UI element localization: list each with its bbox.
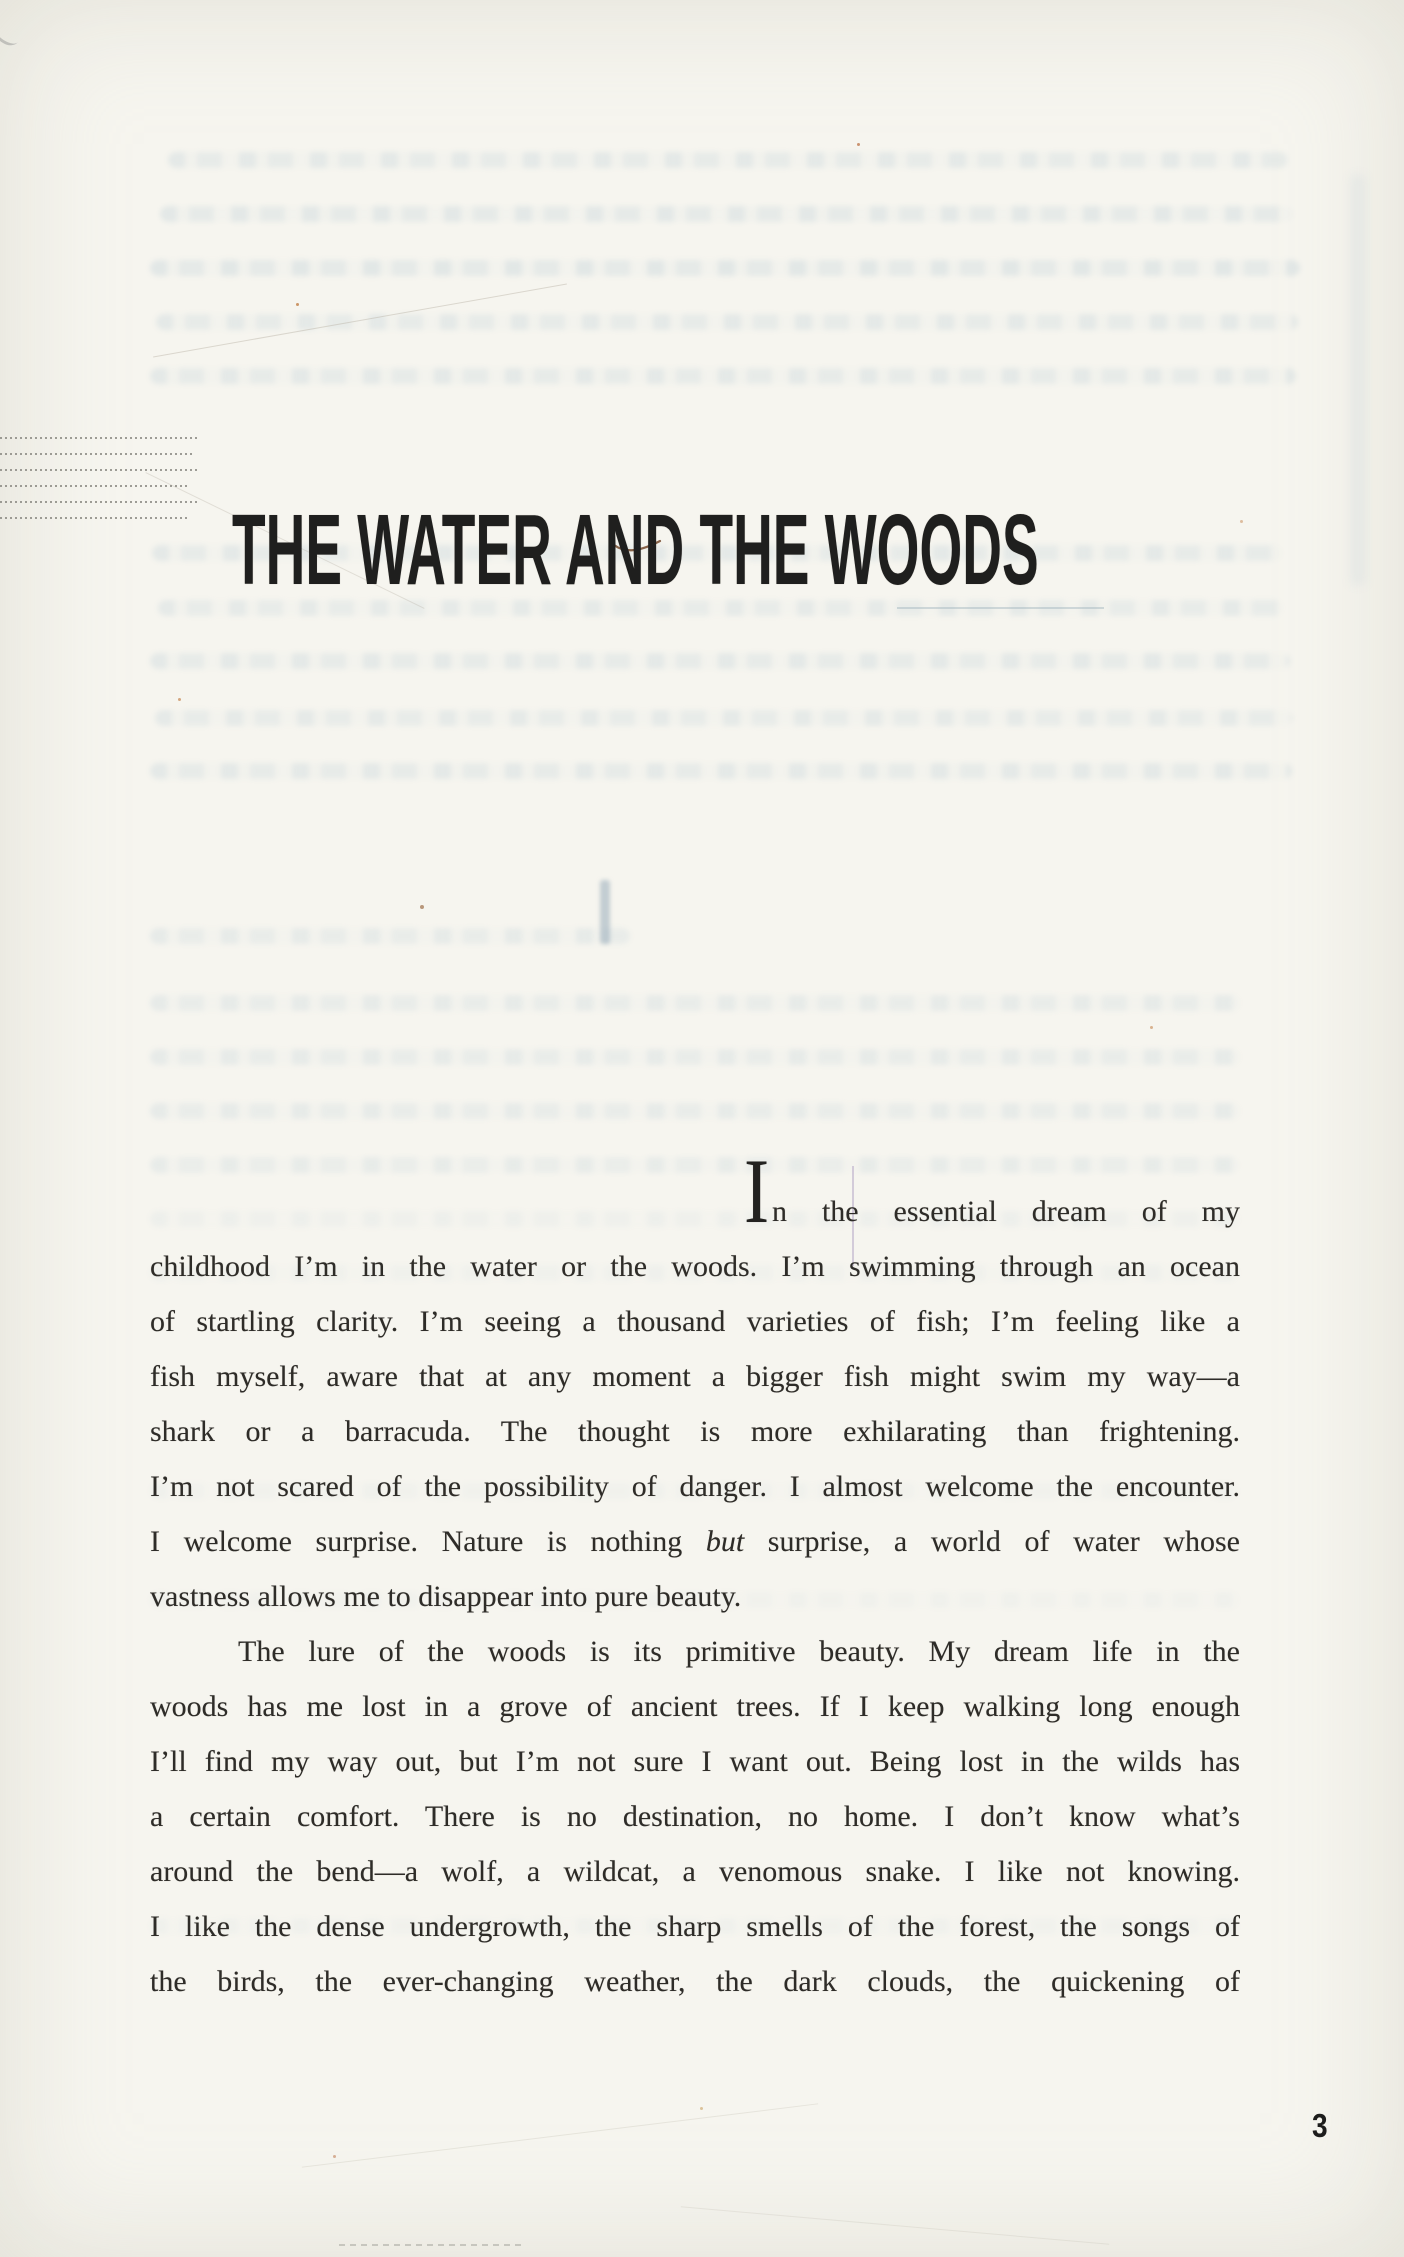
dotted-rule <box>0 437 197 439</box>
dotted-rule <box>0 485 190 487</box>
body-text-segment: I welcome surprise. Nature is nothing <box>150 1525 706 1558</box>
body-line: I’ll find my way out, but I’m not sure I want out. Being lost in the wilds has <box>150 1745 1240 1778</box>
paper-speck <box>1150 1026 1153 1029</box>
body-line: childhood I’m in the water or the woods. I’m swimming through an ocean <box>150 1250 1240 1283</box>
body-line: I’m not scared of the possibility of danger. I almost welcome the encounter. <box>150 1470 1240 1503</box>
body-line: of startling clarity. I’m seeing a thousand varieties of fish; I’m feeling like a <box>150 1305 1240 1338</box>
diagonal-scratch <box>681 2206 1109 2244</box>
dotted-rule <box>0 501 200 503</box>
body-text-segment: surprise, a world of water whose <box>744 1525 1240 1558</box>
paper-speck <box>420 905 424 909</box>
bleed-through-line <box>160 206 1295 222</box>
body-line <box>150 1514 1240 1569</box>
dotted-rule <box>0 453 192 455</box>
body-text <box>150 1184 1240 2009</box>
dotted-rule <box>0 517 188 519</box>
diagonal-scratch <box>302 2103 818 2167</box>
bleed-through-line <box>150 1103 1240 1119</box>
bleed-through-line <box>150 995 1240 1011</box>
bleed-through-line <box>150 368 1296 384</box>
bleed-through-line <box>150 1049 1240 1065</box>
paper-speck <box>178 698 181 701</box>
chapter-title: THE WATER AND THE WOODS <box>232 494 1039 606</box>
body-line: I like the dense undergrowth, the sharp smells of the forest, the songs of <box>150 1910 1240 1943</box>
body-line: the birds, the ever-changing weather, the dark clouds, the quickening of <box>150 1965 1240 1998</box>
bleed-through-dropcap-mark <box>600 880 610 944</box>
page-number: 3 <box>1312 2107 1328 2144</box>
bleed-through-line <box>150 653 1290 669</box>
body-line: around the bend—a wolf, a wildcat, a venomous snake. I like not knowing. <box>150 1855 1240 1888</box>
bleed-through-line <box>150 928 630 944</box>
corner-smudge-artifact <box>0 20 23 49</box>
body-line: vastness allows me to disappear into pure beauty. <box>150 1580 742 1613</box>
body-line: woods has me lost in a grove of ancient trees. If I keep walking long enough <box>150 1690 1240 1723</box>
italic-word: but <box>705 1525 745 1558</box>
bleed-through-line <box>168 152 1288 168</box>
dotted-rule <box>0 469 198 471</box>
paper-speck <box>700 2107 703 2110</box>
raised-cap-letter: I <box>744 1140 770 1242</box>
gray-hairline-artifact <box>897 607 1104 609</box>
dashed-line-artifact <box>339 2244 525 2246</box>
paper-speck <box>296 303 299 306</box>
bleed-through-line <box>155 710 1293 726</box>
bleed-through-line <box>150 1157 1240 1173</box>
body-line: fish myself, aware that at any moment a bigger fish might swim my way—a <box>150 1360 1240 1393</box>
bleed-through-line <box>150 260 1300 276</box>
paper-speck <box>1240 520 1243 523</box>
paper-speck <box>333 2155 336 2158</box>
bleed-through-line <box>156 314 1298 330</box>
body-line: The lure of the woods is its primitive beauty. My dream life in the <box>238 1635 1240 1668</box>
body-line: n the essential dream of my <box>772 1195 1240 1228</box>
bleed-through-edge-band <box>1350 175 1366 585</box>
body-line: shark or a barracuda. The thought is more exhilarating than frightening. <box>150 1415 1240 1448</box>
bleed-through-line <box>150 763 1292 779</box>
paper-speck <box>857 143 860 146</box>
body-line: a certain comfort. There is no destination, no home. I don’t know what’s <box>150 1800 1240 1833</box>
